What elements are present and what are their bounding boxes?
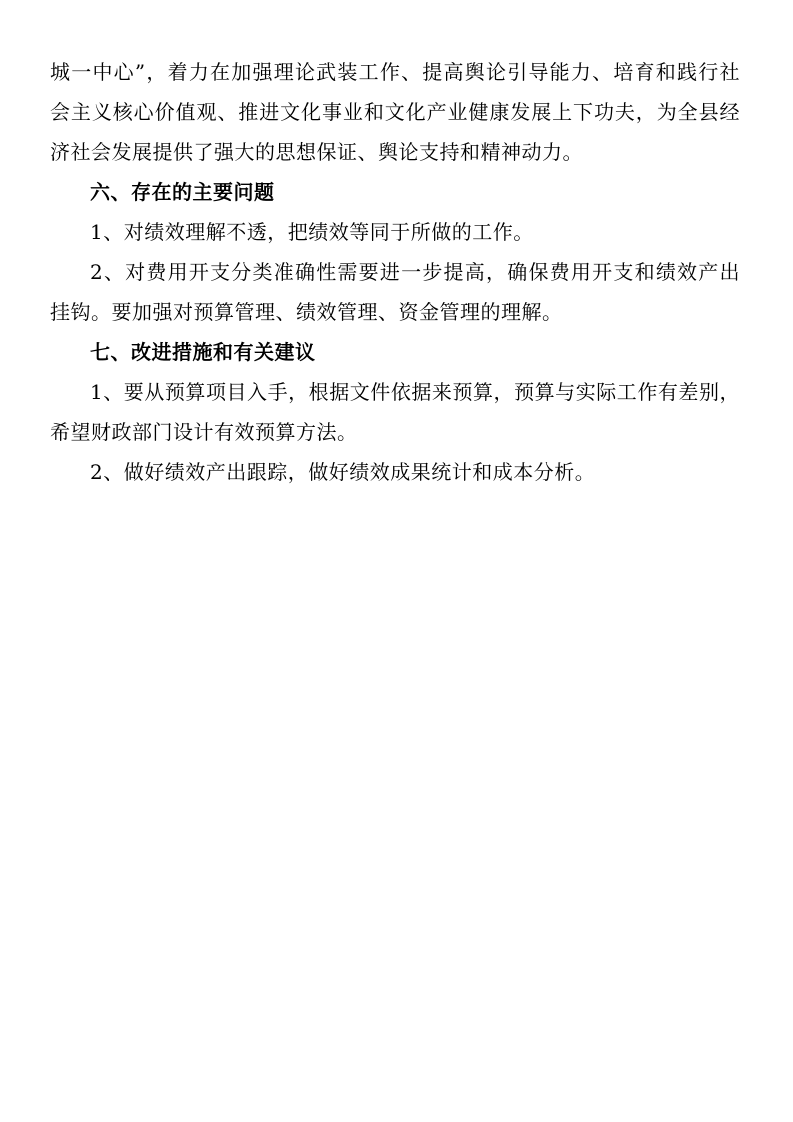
list-item-continuation: 挂钩。要加强对预算管理、绩效管理、资金管理的理解。 [50, 300, 563, 324]
list-item: 2、对费用开支分类准确性需要进一步提高，确保费用开支和绩效产出 [90, 260, 740, 284]
section-heading-suggestions: 七、改进措施和有关建议 [90, 340, 316, 364]
paragraph-line: 会主义核心价值观、推进文化事业和文化产业健康发展上下功夫，为全县经 [50, 100, 740, 124]
paragraph-line: 济社会发展提供了强大的思想保证、舆论支持和精神动力。 [50, 140, 583, 164]
list-item: 1、要从预算项目入手，根据文件依据来预算，预算与实际工作有差别， [90, 380, 740, 404]
list-item-continuation: 希望财政部门设计有效预算方法。 [50, 420, 358, 444]
list-item: 2、做好绩效产出跟踪，做好绩效成果统计和成本分析。 [90, 460, 596, 484]
section-heading-problems: 六、存在的主要问题 [90, 180, 275, 204]
paragraph-line: 城一中心”，着力在加强理论武装工作、提高舆论引导能力、培育和践行社 [50, 60, 740, 84]
document-page [50, 52, 740, 492]
list-item: 1、对绩效理解不透，把绩效等同于所做的工作。 [90, 220, 534, 244]
